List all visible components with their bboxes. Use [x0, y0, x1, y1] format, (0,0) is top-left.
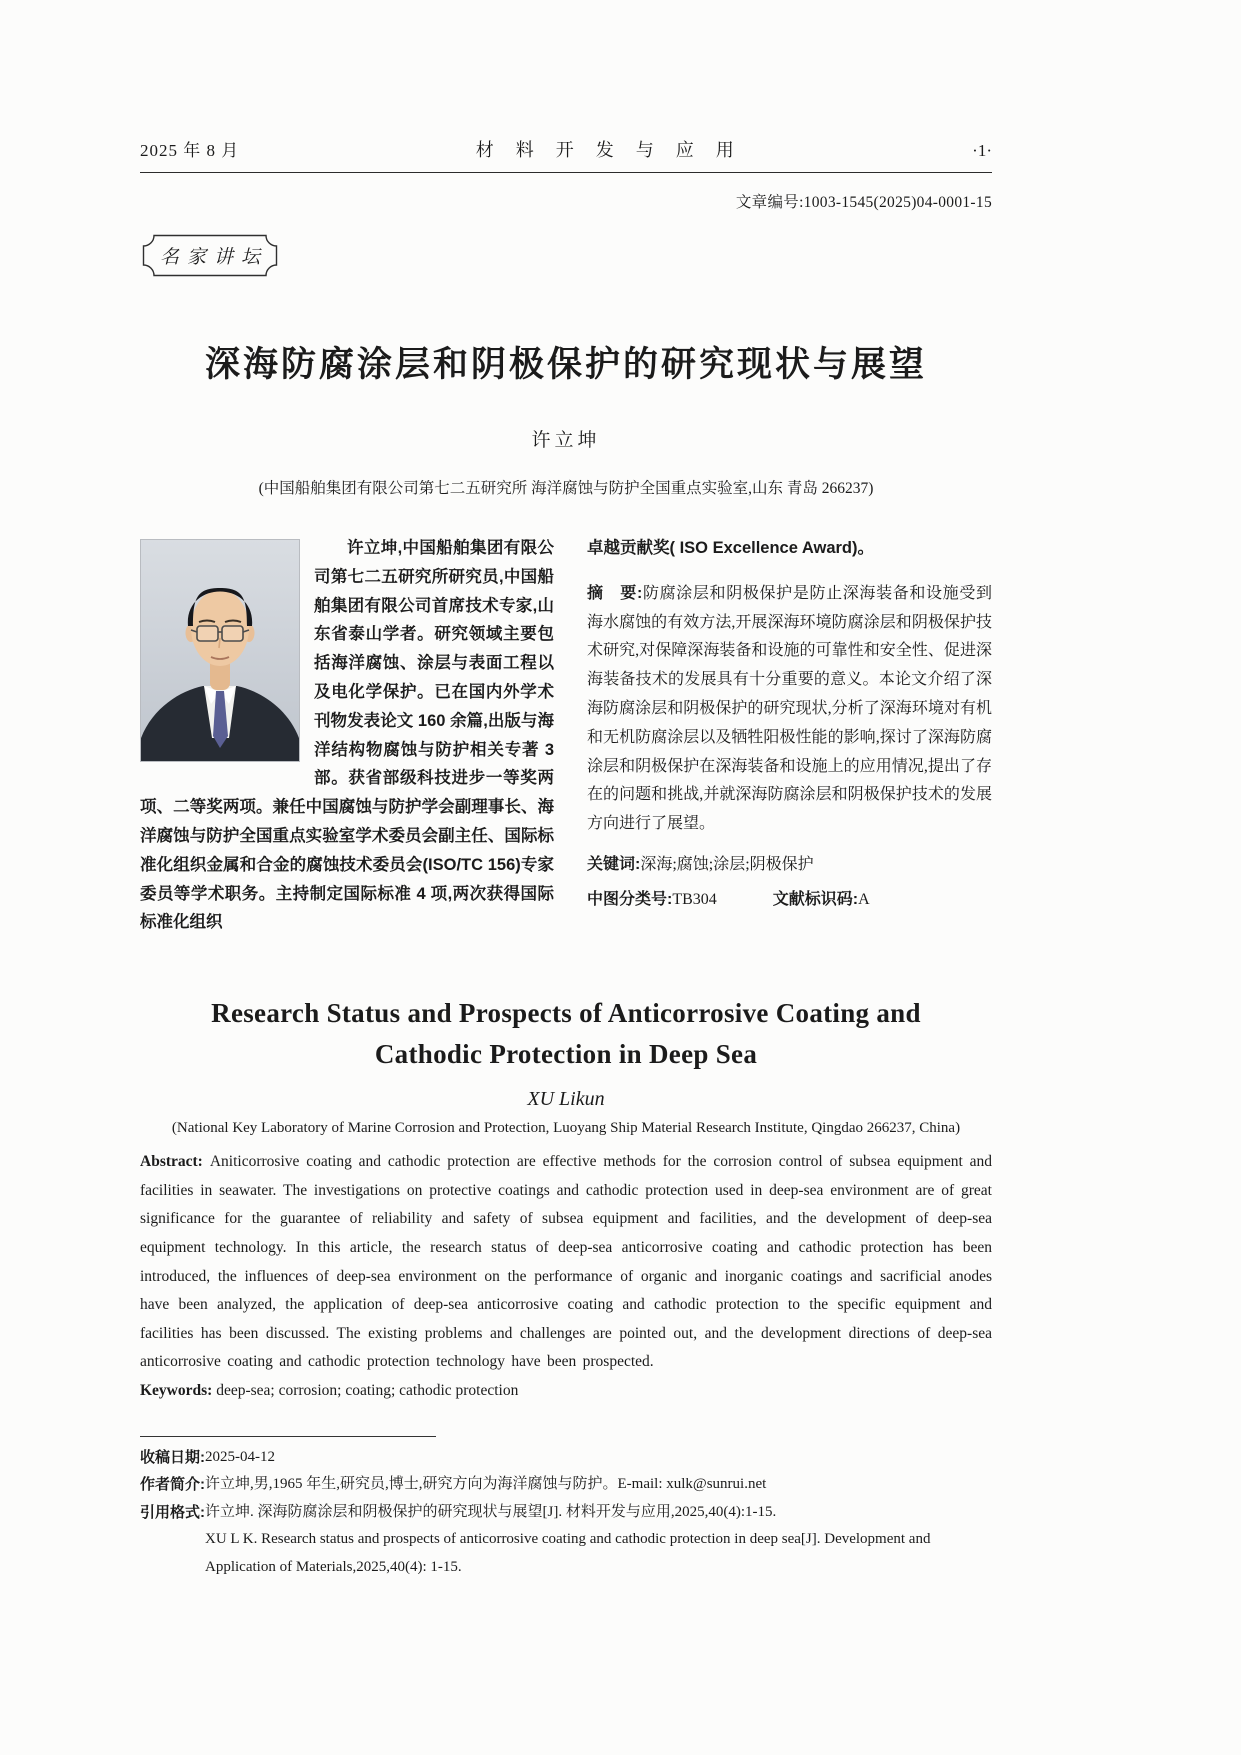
- abstract-zh-text: 防腐涂层和阴极保护是防止深海装备和设施受到海水腐蚀的有效方法,开展深海环境防腐涂层和阴极保护技术研究,对保障深海装备和设施的可靠性和安全性、促进深海装备技术的发展具有十分重要的意义。本论文介绍了深海防腐涂层和阴极保护的研究现状,分析了深海环境对有机和无机防腐涂层以及牺牲阳极性能的影响,探讨了深海防腐涂层和阴极保护在深海装备和设施上的应用情况,提出了存在的问题和挑战,并就深海防腐涂层和阴极保护技术的发展方向进行了展望。: [587, 584, 992, 833]
- article-number: 文章编号:1003-1545(2025)04-0001-15: [735, 194, 992, 211]
- keywords-en-label: Keywords:: [140, 1381, 213, 1399]
- issue-date: 2025 年 8 月: [140, 141, 240, 160]
- keywords-zh-label: 关键词:: [587, 855, 641, 873]
- journal-title: 材 料 开 发 与 应 用: [475, 140, 736, 160]
- keywords-en-text: deep-sea; corrosion; coating; cathodic protection: [216, 1381, 519, 1399]
- page-number: ·1·: [972, 141, 992, 160]
- clc-line: [587, 886, 992, 915]
- bio-column: [140, 534, 554, 937]
- author-intro-row: [140, 1471, 992, 1499]
- author-name-en: XU Likun: [527, 1088, 605, 1111]
- abstract-en: [140, 1148, 992, 1377]
- bio-abstract-columns: [140, 534, 992, 937]
- abstract-zh: [587, 580, 992, 839]
- article-title-en-line1: Research Status and Prospects of Anticorrosive Coating and: [211, 998, 921, 1029]
- abstract-column: [587, 534, 992, 937]
- citation-label: 引用格式:: [140, 1503, 205, 1521]
- column-badge: [140, 232, 280, 279]
- abstract-en-text: Aniticorrosive coating and cathodic protection are effective methods for the corrosion control of subsea equipment and facilities in seawater. The investigations on protective coatings and cathodic protection used in deep-sea environment are of great significance for the guarantee of reliability and safety of subsea equipment and facilities, and the development of deep-sea equipment technology. In this article, the research status of deep-sea anticorrosive coating and cathodic protection has been introduced, the influences of deep-sea environment on the performance of organic and inorganic coatings and sacrificial anodes have been analyzed, the application of deep-sea anticorrosive coating and cathodic protection to the specific equipment and facilities has been discussed. The existing problems and challenges are pointed out, and the development directions of deep-sea anticorrosive coating and cathodic protection technology have been prospected.: [140, 1153, 992, 1371]
- affiliation-en: (National Key Laboratory of Marine Corrosion and Protection, Luoyang Ship Material Research Institute, Qingdao 266237, China): [171, 1120, 961, 1137]
- running-head: [140, 136, 992, 162]
- header-rule: [140, 172, 992, 173]
- footnote-rule: [140, 1436, 436, 1437]
- abstract-en-label: Abstract:: [140, 1153, 203, 1171]
- author-bio-zh-continuation: 卓越贡献奖( ISO Excellence Award)。: [587, 539, 874, 557]
- doc-code-label: 文献标识码:: [772, 890, 859, 908]
- author-bio-zh: 许立坤,中国船舶集团有限公司第七二五研究所研究员,中国船舶集团有限公司首席技术专家,山东省泰山学者。研究领域主要包括海洋腐蚀、涂层与表面工程以及电化学保护。已在国内外学术刊物发表论文 160 余篇,出版与海洋结构物腐蚀与防护相关专著 3 部。获省部级科技进步一等奖两项、二等奖两项。兼任中国腐蚀与防护学会副理事长、海洋腐蚀与防护全国重点实验室学术委员会副主任、国际标准化组织金属和合金的腐蚀技术委员会(ISO/TC 156)专家委员等学术职务。主持制定国际标准 4 项,两次获得国际标准化组织: [140, 539, 554, 932]
- page-content: [140, 0, 992, 1581]
- keywords-zh: [587, 851, 992, 880]
- affiliation-zh: (中国船舶集团有限公司第七二五研究所 海洋腐蚀与防护全国重点实验室,山东 青岛 266237): [258, 480, 874, 497]
- received-date-value: 2025-04-12: [205, 1448, 275, 1465]
- author-photo: [140, 539, 300, 762]
- citation-content: [205, 1499, 992, 1582]
- article-title-en: [140, 993, 992, 1075]
- article-title-en-line2: Cathodic Protection in Deep Sea: [374, 1039, 758, 1070]
- author-intro-label: 作者简介:: [140, 1476, 205, 1493]
- article-title-zh: 深海防腐涂层和阴极保护的研究现状与展望: [204, 345, 927, 384]
- citation-en: XU L K. Research status and prospects of anticorrosive coating and cathodic protection in deep sea[J]. Development and Application of Materials,2025,40(4): 1-15.: [205, 1531, 931, 1575]
- received-date-label: 收稿日期:: [140, 1448, 205, 1466]
- footnote-block: [140, 1436, 992, 1582]
- author-intro-text: 许立坤,男,1965 年生,研究员,博士,研究方向为海洋腐蚀与防护。E-mail: xulk@sunrui.net: [205, 1476, 767, 1492]
- keywords-zh-text: 深海;腐蚀;涂层;阴极保护: [640, 855, 814, 873]
- citation-row: [140, 1499, 992, 1582]
- clc-label: 中图分类号:: [587, 890, 673, 908]
- doc-code-value: A: [858, 890, 870, 908]
- author-portrait-icon: [141, 540, 299, 761]
- column-badge-label: 名家讲坛: [159, 247, 268, 268]
- citation-zh: 许立坤. 深海防腐涂层和阴极保护的研究现状与展望[J]. 材料开发与应用,2025,40(4):1-15.: [205, 1503, 777, 1520]
- keywords-en: [140, 1377, 992, 1406]
- received-date-row: [140, 1444, 992, 1472]
- abstract-zh-label: 摘 要:: [587, 584, 643, 602]
- clc-value: TB304: [672, 890, 717, 908]
- author-name-zh: 许立坤: [531, 430, 601, 451]
